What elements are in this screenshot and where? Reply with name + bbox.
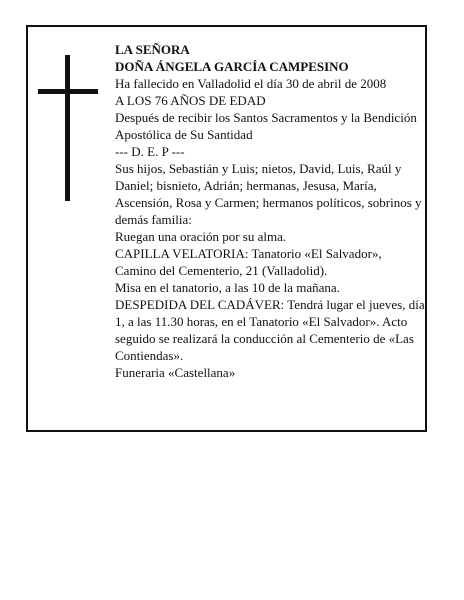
notice-text <box>115 41 425 381</box>
cross-vertical-bar <box>65 55 70 201</box>
mass-line: Misa en el tanatorio, a las 10 de la mañana. <box>115 280 340 295</box>
cross-horizontal-bar <box>38 89 98 94</box>
age-line: A LOS 76 AÑOS DE EDAD <box>115 93 266 108</box>
family-line: Sus hijos, Sebastián y Luis; nietos, David, Luis, Raúl y Daniel; bisnieto, Adrián; hermanas, Jesusa, María, Ascensión, Rosa y Carmen; hermanos políticos, sobrinos y demás familia: <box>115 161 422 227</box>
obituary-notice <box>26 25 427 432</box>
notice-title: LA SEÑORA <box>115 42 190 57</box>
death-date: Ha fallecido en Valladolid el día 30 de abril de 2008 <box>115 76 387 91</box>
sacraments-line: Después de recibir los Santos Sacramentos y la Bendición Apostólica de Su Santidad <box>115 110 417 142</box>
dep-line: --- D. E. P --- <box>115 144 185 159</box>
prayer-line: Ruegan una oración por su alma. <box>115 229 287 244</box>
cross-icon <box>38 55 98 201</box>
chapel-line: CAPILLA VELATORIA: Tanatorio «El Salvador», Camino del Cementerio, 21 (Valladolid). <box>115 246 382 278</box>
deceased-name: DOÑA ÁNGELA GARCÍA CAMPESINO <box>115 59 349 74</box>
farewell-line <box>115 296 425 364</box>
farewell-text: Tendrá lugar el jueves, día 1, a las 11.30 horas, en el Tanatorio «El Salvador». Acto seguido se realizará la conducción al Cementerio de «Las Contiendas». <box>115 297 425 363</box>
farewell-label: DESPEDIDA DEL CADÁVER: <box>115 297 285 312</box>
funeral-home: Funeraria «Castellana» <box>115 365 236 380</box>
